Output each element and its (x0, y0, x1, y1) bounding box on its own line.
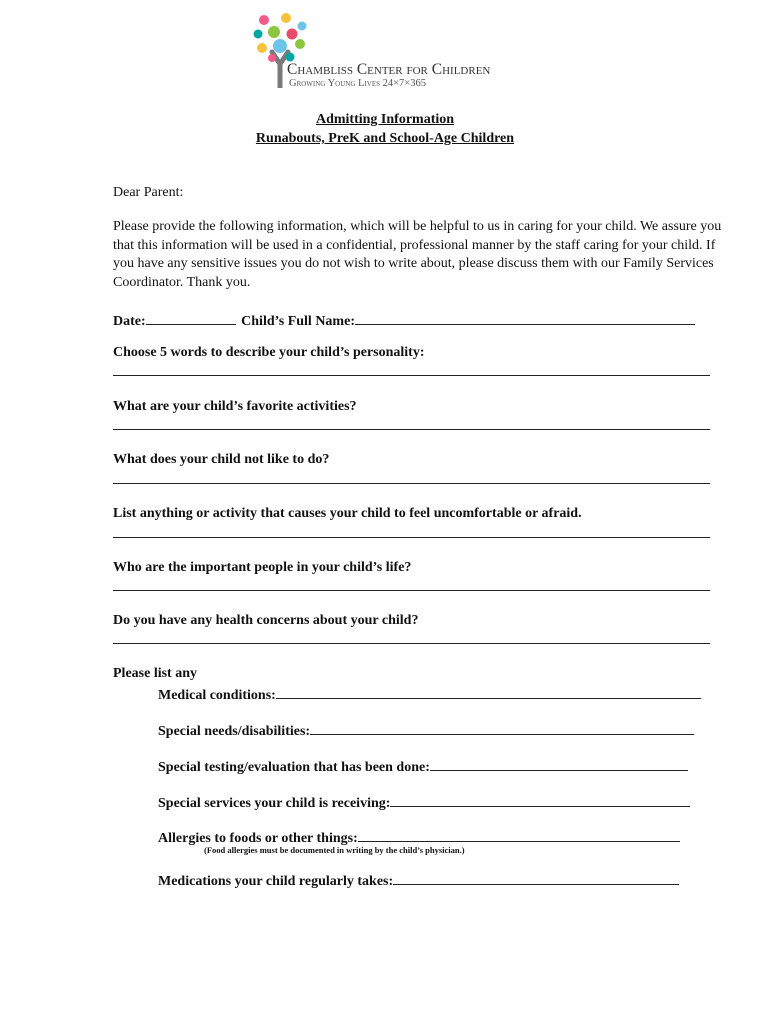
answer-line-health-concerns[interactable] (113, 643, 710, 644)
greeting: Dear Parent: (113, 185, 184, 200)
question-important-people: Who are the important people in your child’s life? (113, 560, 412, 575)
date-field[interactable] (146, 310, 236, 325)
special-needs-row (158, 720, 694, 740)
allergies-label: Allergies to foods or other things: (158, 831, 358, 846)
special-needs-label: Special needs/disabilities: (158, 724, 311, 739)
answer-line-favorite-activities[interactable] (113, 429, 710, 430)
answer-line-fears[interactable] (113, 537, 710, 538)
page-title: Admitting Information (315, 112, 455, 127)
medications-label: Medications your child regularly takes: (158, 874, 394, 889)
allergies-note: (Food allergies must be documented in writing by the child’s physician.) (204, 845, 465, 855)
question-personality: Choose 5 words to describe your child’s personality: (113, 345, 425, 360)
special-services-row (158, 792, 690, 812)
answer-line-important-people[interactable] (113, 590, 710, 591)
list-intro: Please list any (113, 666, 197, 681)
special-testing-label: Special testing/evaluation that has been done: (158, 760, 430, 775)
date-label: Date: (113, 314, 146, 329)
special-services-label: Special services your child is receiving: (158, 796, 391, 811)
child-name-label: Child’s Full Name: (241, 314, 355, 329)
logo (250, 12, 540, 92)
answer-line-dislikes[interactable] (113, 483, 710, 484)
date-name-row (113, 310, 695, 330)
allergies-field[interactable] (358, 827, 680, 842)
medical-conditions-label: Medical conditions: (158, 688, 276, 703)
medical-conditions-row (158, 684, 701, 704)
medications-field[interactable] (393, 870, 679, 885)
medications-row (158, 870, 679, 890)
question-fears: List anything or activity that causes your child to feel uncomfortable or afraid. (113, 506, 582, 521)
question-favorite-activities: What are your child’s favorite activities? (113, 399, 357, 414)
special-testing-row (158, 756, 688, 776)
special-needs-field[interactable] (310, 720, 694, 735)
intro-paragraph: Please provide the following information, which will be helpful to us in caring for your child. We assure you that this information will be used in a confidential, professional manner by the staff caring for your child. If you have any sensitive issues you do not wish to write about, please discuss them with our Family Services Coordinator. Thank you. (113, 219, 722, 290)
child-name-field[interactable] (355, 310, 695, 325)
medical-conditions-field[interactable] (276, 684, 701, 699)
tagline: Growing Young Lives 24×7×365 (289, 78, 426, 89)
page-subtitle: Runabouts, PreK and School-Age Children (255, 131, 515, 146)
special-services-field[interactable] (390, 792, 690, 807)
allergies-row (158, 827, 680, 847)
question-dislikes: What does your child not like to do? (113, 452, 330, 467)
org-name: Chambliss Center for Children (287, 61, 491, 78)
answer-line-personality[interactable] (113, 375, 710, 376)
question-health-concerns: Do you have any health concerns about your child? (113, 613, 419, 628)
special-testing-field[interactable] (430, 756, 688, 771)
